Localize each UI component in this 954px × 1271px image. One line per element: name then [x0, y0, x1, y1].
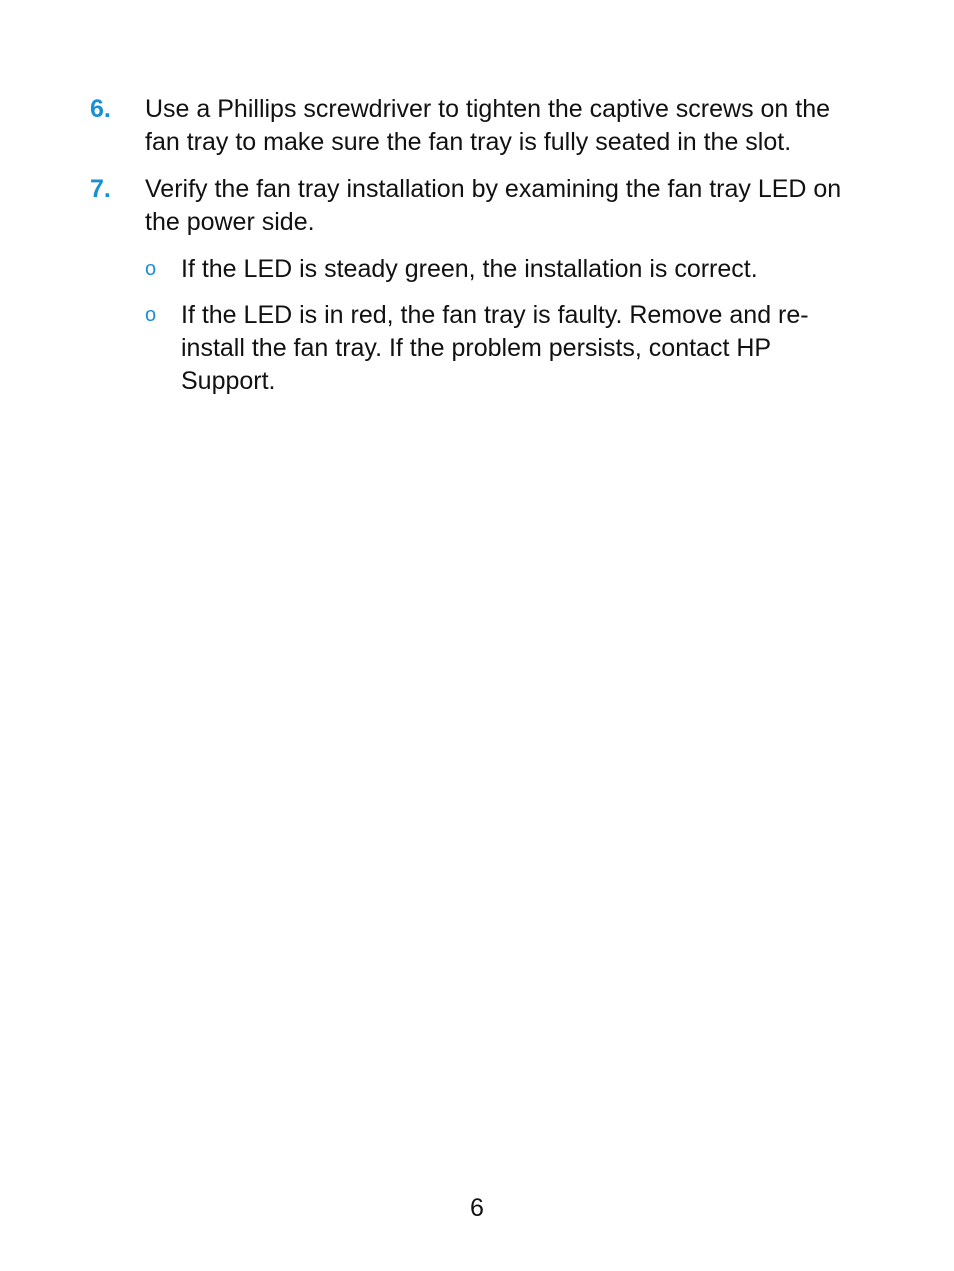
step-text: Verify the fan tray installation by examining the fan tray LED on the power side.: [145, 175, 842, 236]
bullet-circle-icon: o: [145, 258, 157, 280]
page-number: 6: [470, 1194, 484, 1222]
step-number: 7.: [90, 175, 111, 203]
step-number: 6.: [90, 95, 111, 123]
bullet-text: If the LED is steady green, the installation is correct.: [181, 255, 758, 283]
bullet-circle-icon: o: [145, 304, 157, 326]
bullet-text: If the LED is in red, the fan tray is faulty. Remove and re-install the fan tray. If the problem persists, contact HP Support.: [181, 301, 809, 395]
step-text: Use a Phillips screwdriver to tighten the captive screws on the fan tray to make sure the fan tray is fully seated in the slot.: [145, 95, 831, 156]
